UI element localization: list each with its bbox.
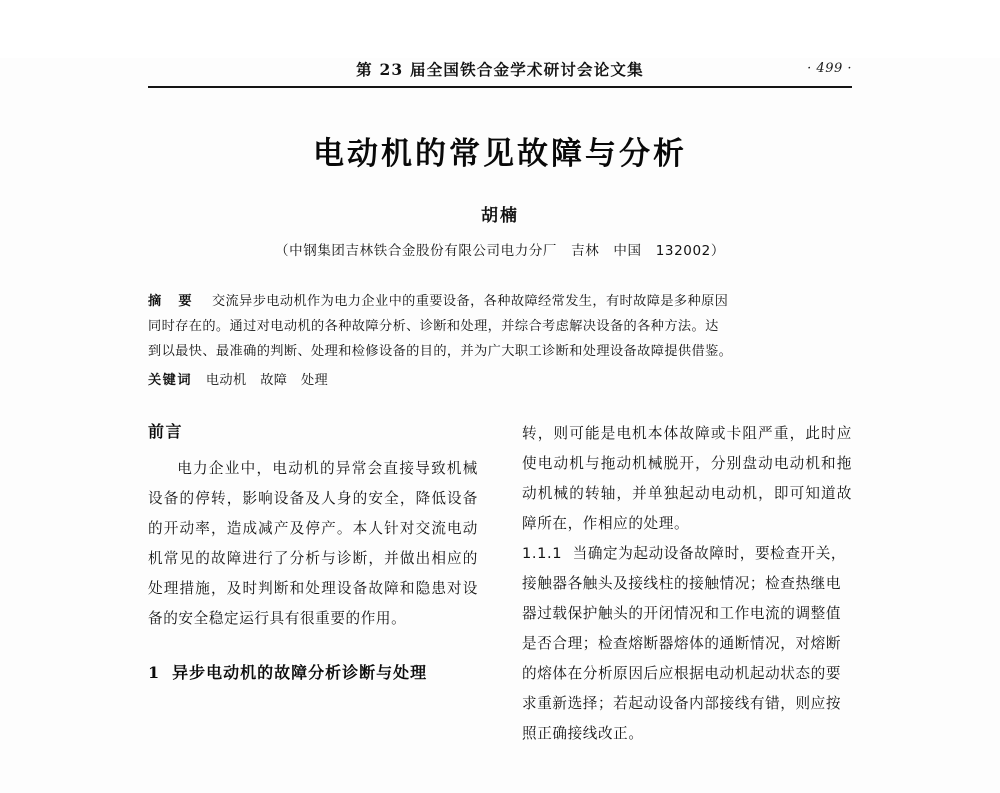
author-affiliation: （中钢集团吉林铁合金股份有限公司电力分厂 吉林 中国 132002）: [275, 243, 725, 259]
header-rule: [148, 86, 852, 88]
keywords-value: 电动机 故障 处理: [205, 373, 329, 388]
heading-section-1-number: 1: [148, 663, 161, 682]
heading-section-1-text: 异步电动机的故障分析诊断与处理: [172, 663, 428, 682]
author-name: 胡楠: [481, 206, 519, 226]
paper-page: [0, 58, 1000, 793]
abstract-text-1: 交流异步电动机作为电力企业中的重要设备，各种故障经常发生，有时故障是多种原因: [211, 294, 729, 309]
heading-preface: 前言: [148, 422, 184, 441]
item-1-1-1-text: 当确定为起动设备故障时，要检查开关，接触器各触头及接线柱的接触情况；检查热继电器过载保护触头的开闭情况和工作电流的调整值是否合理；检查熔断器熔体的通断情况，对熔断的熔体在分析原因后应根据电动机起动状态的要求重新选择；若起动设备内部接线有错，则应按照正确接线改正。: [522, 545, 847, 742]
abstract-label: 摘 要: [148, 294, 194, 309]
running-title: 第 23 届全国铁合金学术研讨会论文集: [356, 60, 644, 79]
page-number: · 499 ·: [807, 61, 852, 76]
running-head: [148, 58, 852, 92]
body-columns: [148, 419, 852, 749]
preface-paragraph: 电力企业中，电动机的异常会直接导致机械设备的停转，影响设备及人身的安全，降低设备的开动率，造成减产及停产。本人针对交流电动机常见的故障进行了分析与诊断，并做出相应的处理措施，及时判断和处理设备故障和隐患对设备的安全稳定运行具有很重要的作用。: [148, 460, 478, 627]
item-1-1-1-number: 1.1.1: [522, 545, 563, 562]
heading-section-1: [148, 660, 478, 683]
abstract-line-2: 同时存在的。通过对电动机的各种故障分析、诊断和处理，并综合考虑解决设备的各种方法。达: [148, 319, 719, 334]
keywords-label: 关键词: [148, 373, 193, 388]
left-column-spacer: [148, 634, 478, 660]
abstract-line-3: 到以最快、最准确的判断、处理和检修设备的目的，并为广大职工诊断和处理设备故障提供借鉴。: [148, 344, 733, 359]
left-column: [148, 419, 478, 749]
keywords-line: [148, 368, 852, 393]
page-title: 电动机的常见故障与分析: [313, 136, 687, 172]
right-column: [522, 419, 852, 749]
right-column-continuation: 转，则可能是电机本体故障或卡阻严重，此时应使电动机与拖动机械脱开，分别盘动电动机和拖动机械的转轴，并单独起动电动机，即可知道故障所在，作相应的处理。: [522, 425, 852, 532]
item-1-1-1: [522, 539, 852, 749]
abstract-line-1: [148, 289, 852, 314]
abstract-block: [148, 289, 852, 393]
